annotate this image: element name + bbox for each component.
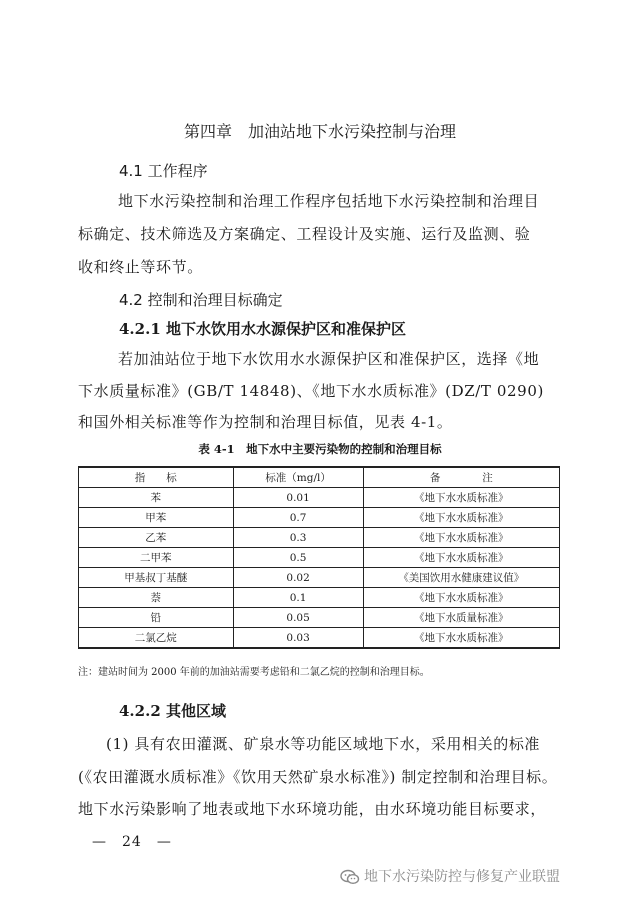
cell-standard: 0.7 — [233, 508, 363, 528]
cell-remark: 《地下水水质标准》 — [363, 588, 559, 608]
cell-standard: 0.01 — [233, 488, 363, 508]
table-row — [79, 608, 560, 628]
table-row — [79, 588, 560, 608]
paragraph-line: 若加油站位于地下水饮用水水源保护区和准保护区，选择《地 — [118, 350, 540, 368]
header-remark: 备 注 — [363, 467, 559, 488]
cell-indicator: 乙苯 — [79, 528, 234, 548]
table-row — [79, 528, 560, 548]
cell-indicator: 甲苯 — [79, 508, 234, 528]
table-caption: 表 4-1 地下水中主要污染物的控制和治理目标 — [198, 442, 442, 456]
watermark-text: 地下水污染防控与修复产业联盟 — [364, 869, 560, 885]
page-number: — 24 — — [92, 834, 172, 850]
paragraph-line: (1) 具有农田灌溉、矿泉水等功能区域地下水，采用相关的标准 — [106, 735, 541, 753]
paragraph-line: 标确定、技术筛选及方案确定、工程设计及实施、运行及监测、验 — [78, 225, 531, 243]
paragraph-line: (《农田灌溉水质标准》《饮用天然矿泉水标准》) 制定控制和治理目标。 — [78, 768, 558, 786]
cell-standard: 0.1 — [233, 588, 363, 608]
header-indicator: 指 标 — [79, 467, 234, 488]
cell-indicator: 二氯乙烷 — [79, 628, 234, 649]
cell-standard: 0.5 — [233, 548, 363, 568]
paragraph-line: 地下水污染控制和治理工作程序包括地下水污染控制和治理目 — [118, 192, 540, 210]
table-row — [79, 508, 560, 528]
paragraph-line: 收和终止等环节。 — [78, 258, 203, 276]
section-heading-4-2: 4.2 控制和治理目标确定 — [119, 291, 283, 309]
cell-indicator: 甲基叔丁基醚 — [79, 568, 234, 588]
table-row — [79, 568, 560, 588]
cell-standard: 0.05 — [233, 608, 363, 628]
table-row — [79, 548, 560, 568]
cell-remark: 《地下水水质标准》 — [363, 548, 559, 568]
table-row — [79, 628, 560, 649]
paragraph-line: 地下水污染影响了地表或地下水环境功能，由水环境功能目标要求， — [78, 800, 547, 818]
section-heading-4-2-2: 4.2.2 其他区域 — [119, 702, 226, 720]
cell-remark: 《地下水水质标准》 — [363, 508, 559, 528]
cell-indicator: 铅 — [79, 608, 234, 628]
table-header-row — [79, 467, 560, 488]
pollutant-target-table — [78, 466, 560, 649]
cell-remark: 《美国饮用水健康建议值》 — [363, 568, 559, 588]
paragraph-line: 和国外相关标准等作为控制和治理目标值，见表 4-1。 — [78, 413, 453, 431]
header-standard: 标准（mg/l） — [233, 467, 363, 488]
paragraph-line: 下水质量标准》(GB/T 14848)、《地下水水质标准》(DZ/T 0290) — [78, 382, 544, 400]
cell-standard: 0.03 — [233, 628, 363, 649]
cell-standard: 0.3 — [233, 528, 363, 548]
cell-remark: 《地下水水质标准》 — [363, 488, 559, 508]
cell-remark: 《地下水水质标准》 — [363, 628, 559, 649]
cell-indicator: 萘 — [79, 588, 234, 608]
table-row — [79, 488, 560, 508]
cell-indicator: 苯 — [79, 488, 234, 508]
cell-indicator: 二甲苯 — [79, 548, 234, 568]
cell-remark: 《地下水水质标准》 — [363, 528, 559, 548]
chapter-title: 第四章 加油站地下水污染控制与治理 — [183, 122, 456, 141]
wechat-icon — [340, 869, 364, 885]
table-note: 注：建站时间为 2000 年前的加油站需要考虑铅和二氯乙烷的控制和治理目标。 — [78, 667, 430, 678]
watermark — [340, 866, 560, 886]
cell-standard: 0.02 — [233, 568, 363, 588]
section-heading-4-1: 4.1 工作程序 — [119, 162, 208, 180]
cell-remark: 《地下水质量标准》 — [363, 608, 559, 628]
section-heading-4-2-1: 4.2.1 地下水饮用水水源保护区和准保护区 — [119, 320, 406, 338]
